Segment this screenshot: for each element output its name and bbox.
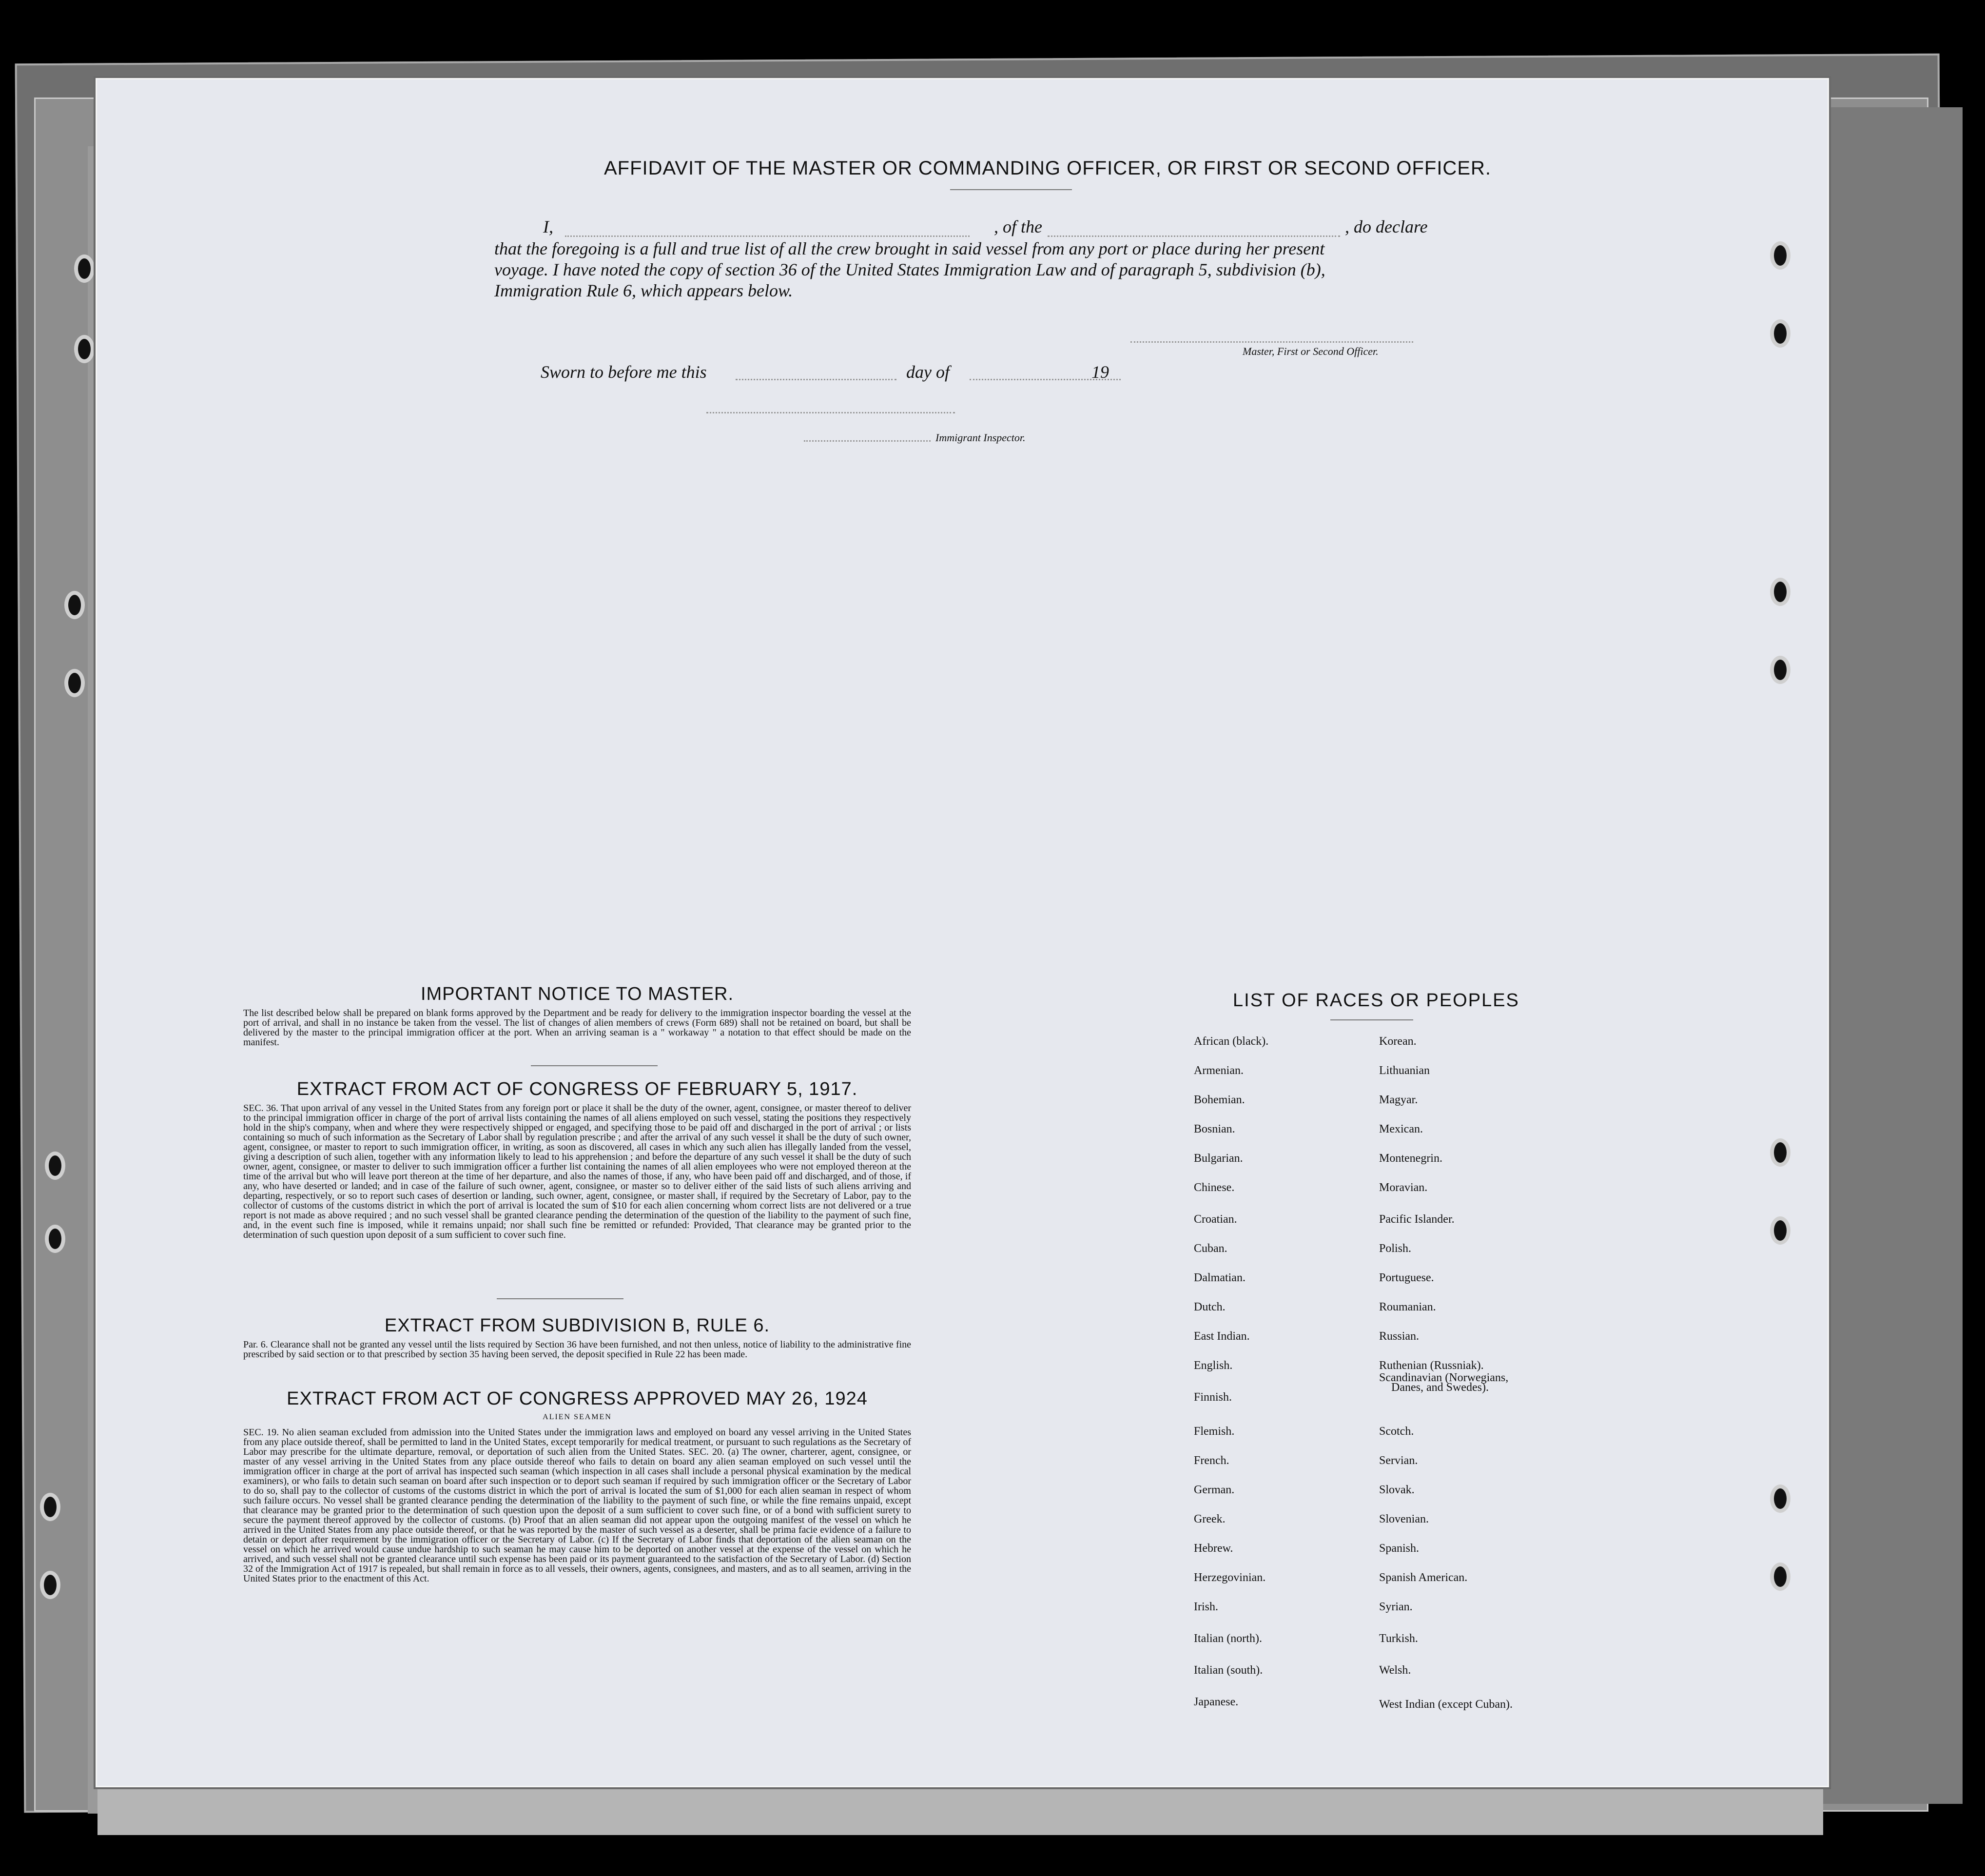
race-item: Bosnian. <box>1194 1123 1235 1135</box>
sworn-day-field[interactable] <box>736 379 896 380</box>
affidavit-i-label: I, <box>543 217 553 236</box>
race-item: Slovak. <box>1379 1484 1415 1496</box>
declaration-line-1: that the foregoing is a full and true list of all the crew brought in said vessel from any port or place during her present <box>494 239 1325 258</box>
race-item: Servian. <box>1379 1454 1418 1467</box>
extract-1924-subtitle: ALIEN SEAMEN <box>543 1413 612 1421</box>
binder-hole <box>44 1575 57 1595</box>
inspector-label: Immigrant Inspector. <box>935 431 1026 444</box>
inspector-signature-field-2[interactable] <box>804 440 931 442</box>
binder-hole <box>68 673 81 693</box>
notice-body: The list described below shall be prepared on blank forms approved by the Department and be ready for delivery to the immigration inspector boarding the vessel at the port of arrival, and shall in no instance be taken from the vessel. The list of changes of alien members of crews (Form 689) shall not be retained on board, but shall be delivered by the master to the principal immigration officer at the port. When an arriving seaman is a " workaway " a notation to that effect should be made on the manifest. <box>243 1008 911 1048</box>
race-item: Ruthenian (Russniak). <box>1379 1359 1484 1372</box>
binder-hole <box>49 1229 61 1249</box>
binder-hole <box>1774 1142 1787 1163</box>
binder-hole <box>1774 582 1787 602</box>
race-item: Spanish American. <box>1379 1571 1468 1584</box>
binder-hole <box>68 595 81 615</box>
race-item-continuation: Danes, and Swedes). <box>1391 1381 1489 1394</box>
race-item: Mexican. <box>1379 1123 1423 1135</box>
binder-hole <box>49 1155 61 1176</box>
race-item: Scotch. <box>1379 1425 1414 1438</box>
race-item: German. <box>1194 1484 1235 1496</box>
race-item: West Indian (except Cuban). <box>1379 1698 1513 1711</box>
race-item: Herzegovinian. <box>1194 1571 1266 1584</box>
binder-hole <box>78 339 91 359</box>
race-item: Russian. <box>1379 1330 1420 1343</box>
race-item: Korean. <box>1379 1035 1417 1048</box>
affidavit-of-the-label: , of the <box>994 217 1042 236</box>
extract-1917-title: EXTRACT FROM ACT OF CONGRESS OF FEBRUARY 5, 1917. <box>296 1079 858 1099</box>
binder-hole <box>1774 1220 1787 1241</box>
extract-rule6-title: EXTRACT FROM SUBDIVISION B, RULE 6. <box>384 1315 770 1336</box>
race-item: Flemish. <box>1194 1425 1235 1438</box>
race-item: Spanish. <box>1379 1542 1420 1555</box>
race-item: Welsh. <box>1379 1664 1411 1677</box>
extract-1924-body: SEC. 19. No alien seaman excluded from admission into the United States under the immigration laws and employed on board any vessel arriving in the United States from any place outside thereof, shall be permitted to land in the United States, except temporarily for medical treatment, or pursuant to such regulations as the Secretary of Labor may prescribe for the ultimate departure, removal, or deportation of such alien from the United States. SEC. 20. (a) The owner, charterer, agent, consignee, or master of any vessel arriving in the United States from any place outside thereof who fails to detain on board any alien seaman employed on such vessel until the immigration officer in charge at the port of arrival has inspected such seaman (which inspection in all cases shall include a personal physical examination by the medical examiners), or who fails to detain such seaman on board after such inspection or to deport such seaman if required by such immigration officer or the Secretary of Labor to do so, shall pay to the collector of customs of the customs district in which the port of arrival is located the sum of $1,000 for each alien seaman in respect of whom such failure occurs. No vessel shall be granted clearance pending the determination of the liability to the payment of such fine, or while the fine remains unpaid, except that clearance may be granted prior to the determination of such question upon the deposit of a sum sufficient to cover such fine, or of a bond with sufficient surety to secure the payment thereof approved by the collector of customs. (b) Proof that an alien seaman did not appear upon the outgoing manifest of the vessel on which he arrived in the United States from any place outside thereof, or that he was reported by the master of such vessel as a deserter, shall be prima facie evidence of a failure to detain or deport after requirement by the immigration officer or the Secretary of Labor. (c) If the Secretary of Labor finds that deportation of the alien seaman on the vessel on which he arrived would cause undue hardship to such seaman he may cause him to be deported on another vessel at the expense of the vessel on which he arrived, and such vessel shall not be granted clearance until such expense has been paid or its payment guaranteed to the satisfaction of the Secretary of Labor. (d) Section 32 of the Immigration Act of 1917 is repealed, but shall remain in force as to all vessels, their owners, agents, consignees, and masters, and as to all seamen, arriving in the United States prior to the enactment of this Act. <box>243 1427 911 1584</box>
master-name-field[interactable] <box>565 235 970 237</box>
race-item: Roumanian. <box>1379 1301 1436 1313</box>
year-prefix: 19 <box>1091 362 1109 382</box>
race-item: Pacific Islander. <box>1379 1213 1455 1226</box>
race-item: Bohemian. <box>1194 1094 1245 1106</box>
master-signature-field[interactable] <box>1130 341 1413 343</box>
race-item: Hebrew. <box>1194 1542 1233 1555</box>
binder-hole <box>1774 1566 1787 1587</box>
extract-rule6-body: Par. 6. Clearance shall not be granted any vessel until the lists required by Section 36 have been furnished, and not then unless, notice of liability to the administrative fine prescribed by said section or to that prescribed by section 35 having been served, the deposit specified in Rule 22 has been made. <box>243 1339 911 1360</box>
race-item: Polish. <box>1379 1242 1412 1255</box>
inspector-signature-field[interactable] <box>706 412 955 413</box>
race-item: Irish. <box>1194 1601 1218 1613</box>
binder-hole <box>1774 1488 1787 1509</box>
race-item: Magyar. <box>1379 1094 1418 1106</box>
divider <box>950 189 1072 190</box>
divider <box>497 1298 623 1299</box>
race-item: Cuban. <box>1194 1242 1227 1255</box>
binder-hole <box>1774 660 1787 680</box>
notice-title: IMPORTANT NOTICE TO MASTER. <box>420 984 734 1004</box>
race-item: Lithuanian <box>1379 1064 1430 1077</box>
race-item: Italian (south). <box>1194 1664 1263 1677</box>
race-item: Italian (north). <box>1194 1632 1262 1645</box>
extract-1924-title: EXTRACT FROM ACT OF CONGRESS APPROVED MAY 26, 1924 <box>287 1388 868 1409</box>
divider <box>531 1065 658 1066</box>
vessel-name-field[interactable] <box>1048 235 1340 237</box>
binder-hole <box>1774 245 1787 266</box>
race-item: Bulgarian. <box>1194 1152 1243 1165</box>
form-page <box>96 78 1829 1787</box>
race-item: Portuguese. <box>1379 1271 1434 1284</box>
race-item: Syrian. <box>1379 1601 1413 1613</box>
race-item: Japanese. <box>1194 1696 1239 1708</box>
race-item: English. <box>1194 1359 1233 1372</box>
race-item: Chinese. <box>1194 1181 1235 1194</box>
race-item: Dalmatian. <box>1194 1271 1245 1284</box>
race-item: African (black). <box>1194 1035 1269 1048</box>
background-paper-right <box>1813 107 1963 1804</box>
race-item: Armenian. <box>1194 1064 1244 1077</box>
declaration-line-3: Immigration Rule 6, which appears below. <box>494 281 793 300</box>
race-item: Dutch. <box>1194 1301 1226 1313</box>
binder-hole <box>1774 323 1787 344</box>
binder-hole <box>78 258 91 279</box>
race-item: Moravian. <box>1379 1181 1428 1194</box>
race-item: Slovenian. <box>1379 1513 1429 1525</box>
race-item: Turkish. <box>1379 1632 1418 1645</box>
race-item: Scandinavian (Norwegians, <box>1379 1371 1509 1384</box>
race-item: Montenegrin. <box>1379 1152 1442 1165</box>
declaration-line-2: voyage. I have noted the copy of section 36 of the United States Immigration Law and of paragraph 5, subdivision (b), <box>494 260 1325 279</box>
race-item: East Indian. <box>1194 1330 1250 1343</box>
race-item: Finnish. <box>1194 1391 1232 1404</box>
affidavit-title: AFFIDAVIT OF THE MASTER OR COMMANDING OFFICER, OR FIRST OR SECOND OFFICER. <box>604 157 1491 179</box>
sworn-label: Sworn to before me this <box>541 362 707 382</box>
extract-1917-body: SEC. 36. That upon arrival of any vessel in the United States from any foreign port or place it shall be the duty of the owner, agent, consignee, or master thereof to deliver to the principal immigration officer in charge of the port of arrival lists containing the names of all aliens employed on such vessel, stating the positions they respectively hold in the ship's company, when and where they were respectively shipped or engaged, and specifying those to be paid off and discharged in the port of arrival ; or lists containing so much of such information as the Secretary of Labor shall by regulation prescribe ; and after the arrival of any such vessel it shall be the duty of such owner, agent, consignee, or master to report to such immigration officer, in writing, as soon as discovered, all cases in which any such alien has illegally landed from the vessel, giving a description of such alien, together with any information likely to lead to his apprehension ; and before the departure of any such vessel it shall be the duty of such owner, agent, consignee, or master to deliver to such immigration officer a further list containing the names of all alien employees who were not employed thereon at the time of the arrival but who will leave port thereon at the time of her departure, and also the names of those, if any, who have been paid off and discharged, and of those, if any, who have deserted or landed; and in case of the failure of such owner, agent, consignee, or master so to deliver either of the said lists of such aliens arriving and departing, respectively, or so to report such cases of desertion or landing, such owner, agent, consignee, or master shall, if required by the Secretary of Labor, pay to the collector of customs of the customs district in which the port of arrival is located the sum of $10 for each alien concerning whom correct lists are not delivered or a true report is not made as above required ; and no such vessel shall be granted clearance pending the determination of the question of the liability to the payment of such fine, and, in the event such fine is imposed, while it remains unpaid; nor shall such fine be remitted or refunded: Provided, That clearance may be granted prior to the determination of such question upon deposit of a sum sufficient to cover such fine. <box>243 1103 911 1240</box>
races-title: LIST OF RACES OR PEOPLES <box>1233 990 1519 1011</box>
affidavit-do-declare-label: , do declare <box>1345 217 1428 236</box>
divider <box>1330 1019 1413 1020</box>
master-signature-label: Master, First or Second Officer. <box>1243 345 1379 357</box>
day-of-label: day of <box>906 362 950 382</box>
binder-hole <box>44 1497 57 1517</box>
race-item: French. <box>1194 1454 1229 1467</box>
race-item: Croatian. <box>1194 1213 1237 1226</box>
race-item: Greek. <box>1194 1513 1226 1525</box>
